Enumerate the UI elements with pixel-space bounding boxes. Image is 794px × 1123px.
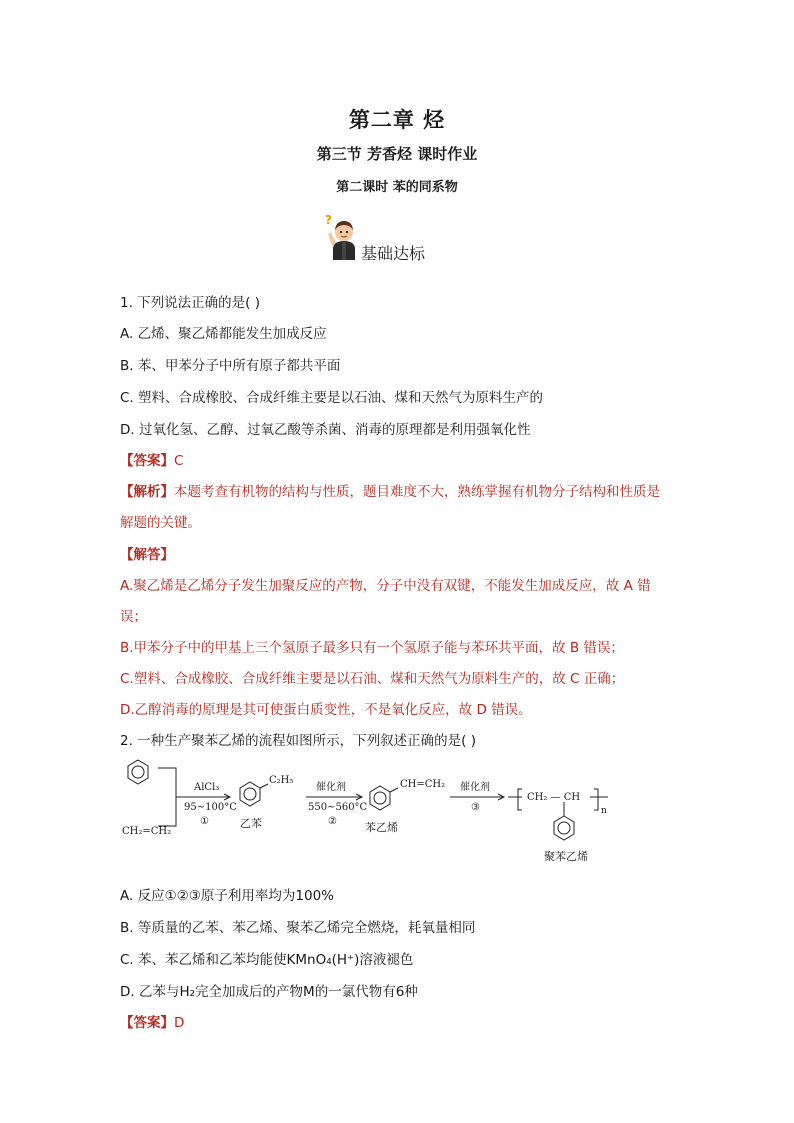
section-title: 第三节 芳香烃 课时作业 [316, 145, 478, 163]
q1-solution-c: C.塑料、合成橡胶、合成纤维主要是以石油、煤和天然气为原料生产的，故 C 正确； [120, 671, 625, 687]
step1-label: ① [200, 816, 209, 827]
q1-option-b: B. 苯、甲苯分子中所有原子都共平面 [120, 358, 341, 374]
ethylene-label: CH₂=CH₂ [122, 826, 172, 837]
step2-label: ② [328, 816, 337, 827]
cond1-catalyst: AlCl₃ [194, 782, 220, 793]
cond1-temp: 95~100°C [184, 802, 237, 813]
styrene-ring-icon [370, 786, 390, 810]
benzene-aromatic-circle [132, 766, 144, 778]
polystyrene-name: 聚苯乙烯 [544, 850, 588, 863]
q1-option-a: A. 乙烯、聚乙烯都能发生加成反应 [120, 326, 327, 342]
analysis-tag: 【解析】 [120, 484, 174, 500]
styrene-name: 苯乙烯 [365, 821, 398, 834]
answer-value: D [174, 1015, 185, 1031]
vinyl-group-label: CH=CH₂ [400, 779, 446, 790]
svg-text:?: ? [325, 213, 332, 227]
thinking-student-icon [322, 212, 362, 262]
basic-badge [322, 212, 482, 262]
answer-tag: 【答案】 [120, 1015, 174, 1031]
q2-stem: 2. 一种生产聚苯乙烯的流程如图所示，下列叙述正确的是( ) [120, 733, 476, 749]
step3-label: ③ [471, 802, 480, 813]
analysis-text: 本题考查有机物的结构与性质，题目难度不大，熟练掌握有机物分子结构和性质是 [174, 484, 660, 500]
q1-stem: 1. 下列说法正确的是( ) [120, 295, 260, 311]
q1-option-d: D. 过氧化氢、乙醇、过氧乙酸等杀菌、消毒的原理都是利用强氧化性 [120, 422, 531, 438]
q2-answer [120, 1011, 184, 1031]
q1-answer [120, 449, 183, 469]
solution-tag: 【解答】 [120, 547, 174, 563]
answer-tag: 【答案】 [120, 453, 174, 469]
q1-analysis [120, 480, 660, 500]
q2-option-b: B. 等质量的乙苯、苯乙烯、聚苯乙烯完全燃烧，耗氧量相同 [120, 920, 476, 936]
cond2-catalyst: 催化剂 [316, 782, 346, 793]
badge-label: 基础达标 [361, 244, 426, 263]
q2-option-d: D. 乙苯与H₂完全加成后的产物M的一氯代物有6种 [120, 984, 418, 1000]
q1-solution-d: D.乙醇消毒的原理是其可使蛋白质变性，不是氧化反应，故 D 错误。 [120, 702, 532, 718]
q1-solution-a-cont: 误； [120, 609, 147, 625]
cond2-temp: 550~560°C [308, 802, 368, 813]
ethyl-group-label: C₂H₅ [269, 775, 294, 786]
q2-option-a: A. 反应①②③原子利用率均为100% [120, 888, 334, 904]
chapter-title: 第二章 烃 [348, 108, 446, 132]
q2-option-c: C. 苯、苯乙烯和乙苯均能使KMnO₄(H⁺)溶液褪色 [120, 952, 414, 968]
cond3-catalyst: 催化剂 [460, 782, 490, 793]
polymer-chain-label: CH₂ — CH [527, 792, 581, 803]
q1-analysis-cont: 解题的关键。 [120, 515, 201, 531]
q1-solution-a: A.聚乙烯是乙烯分子发生加聚反应的产物，分子中没有双键，不能发生加成反应，故 A 错 [120, 578, 651, 594]
polystyrene-ring-icon [554, 816, 574, 840]
ethylbenzene-name: 乙苯 [240, 817, 262, 830]
lesson-title: 第二课时 苯的同系物 [336, 180, 458, 195]
polymer-n-label: n [601, 806, 607, 816]
benzene-ring-icon [128, 760, 148, 784]
q1-solution-tag [120, 543, 174, 563]
answer-value: C [174, 453, 184, 469]
ethylbenzene-ring-icon [240, 782, 260, 806]
q1-option-c: C. 塑料、合成橡胶、合成纤维主要是以石油、煤和天然气为原料生产的 [120, 390, 544, 406]
q1-solution-b: B.甲苯分子中的甲基上三个氢原子最多只有一个氢原子能与苯环共平面，故 B 错误； [120, 640, 624, 656]
reaction-scheme [118, 756, 618, 866]
